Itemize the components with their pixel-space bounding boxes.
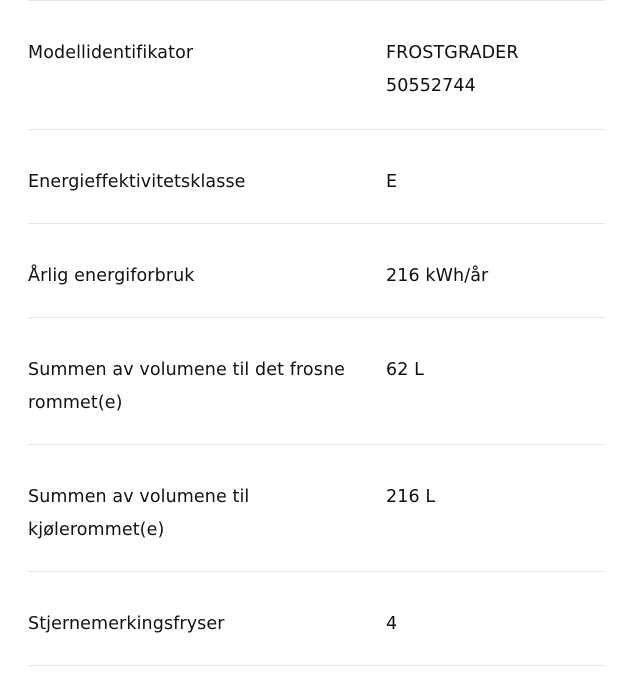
spec-value: 62 L (386, 360, 424, 380)
spec-row-fridge-volume (28, 445, 605, 572)
spec-row-freezer-volume (28, 318, 605, 445)
spec-label: Summen av volumene til det frosne rommet(e) (28, 360, 346, 413)
spec-label: Summen av volumene til kjølerommet(e) (28, 487, 250, 540)
spec-row-energy-class (28, 130, 605, 224)
spec-label: Energieffektivitetsklasse (28, 172, 246, 192)
spec-label: Årlig energiforbruk (28, 266, 195, 286)
spec-value: FROSTGRADER 50552744 (386, 43, 519, 96)
spec-label: Stjernemerkingsfryser (28, 614, 225, 634)
spec-value: E (386, 172, 398, 192)
spec-value: 216 kWh/år (386, 266, 489, 286)
spec-label: Modellidentifikator (28, 43, 194, 63)
spec-value: 4 (386, 614, 398, 634)
spec-row-star-rating (28, 572, 605, 666)
spec-row-annual-energy (28, 224, 605, 318)
spec-row-model-identifier (28, 1, 605, 130)
spec-value: 216 L (386, 487, 436, 507)
product-spec-table (28, 0, 605, 666)
